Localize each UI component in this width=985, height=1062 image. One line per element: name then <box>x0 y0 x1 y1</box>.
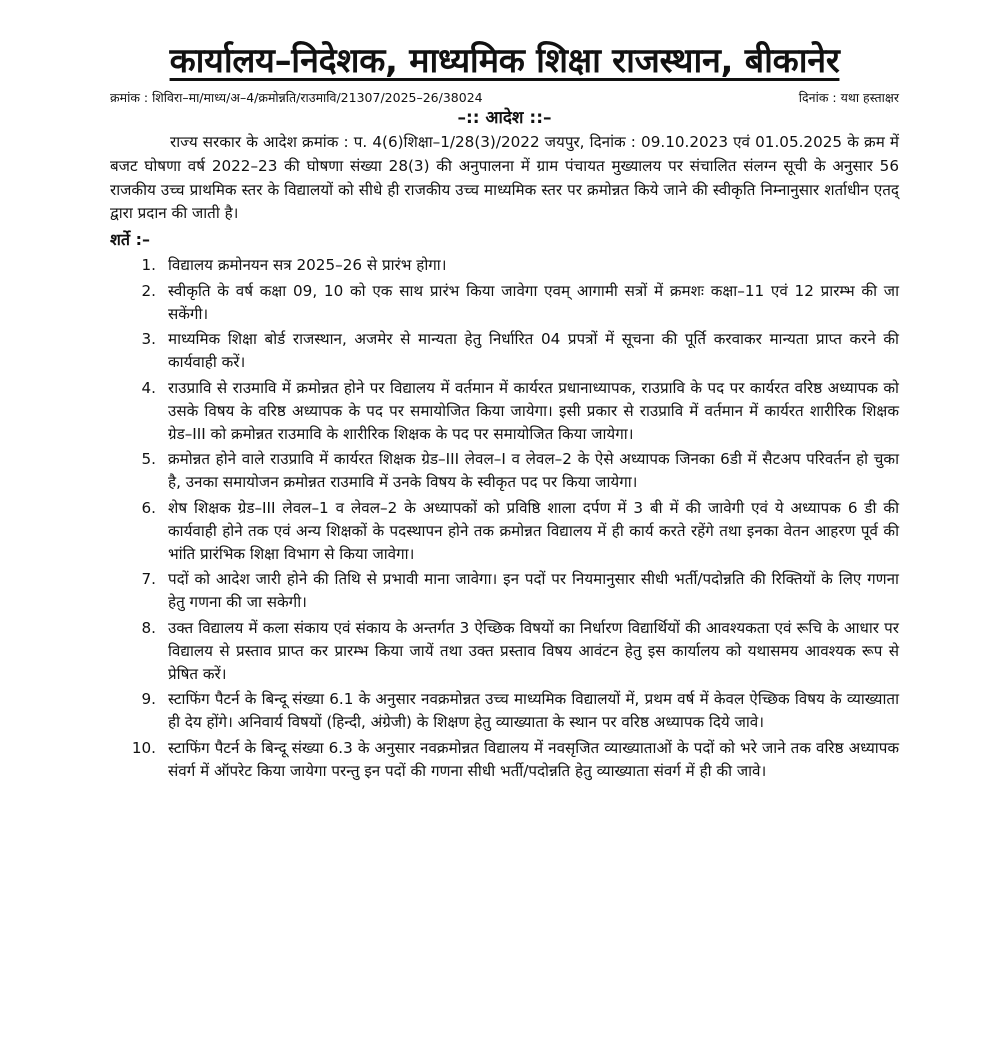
condition-item <box>110 568 899 614</box>
order-date: दिनांक : यथा हस्ताक्षर <box>798 90 899 105</box>
condition-text: विद्यालय क्रमोनयन सत्र 2025–26 से प्रारंभ होगा। <box>168 256 447 275</box>
condition-number: 6. <box>141 498 156 517</box>
condition-item <box>110 737 899 783</box>
condition-item <box>110 280 899 326</box>
conditions-label: शर्ते :– <box>110 230 150 250</box>
order-heading: –:: आदेश ::– <box>457 108 552 128</box>
condition-item <box>110 688 899 734</box>
reference-line <box>110 90 899 106</box>
intro-paragraph: राज्य सरकार के आदेश क्रमांक : प. 4(6)शिक्षा–1/28(3)/2022 जयपुर, दिनांक : 09.10.2023 एवं 01.05.2025 के क्रम में बजट घोषणा वर्ष 2022–23 की घोषणा संख्या 28(3) की अनुपालना में ग्राम पंचायत मुख्यालय पर संचालित संलग्न सूची के अनुसार 56 राजकीय उच्च प्राथमिक स्तर के विद्यालयों को सीधे ही राजकीय उच्च माध्यमिक स्तर पर क्रमोन्नत किये जाने की स्वीकृति निम्नानुसार शर्ताधीन एतद् द्वारा प्रदान की जाती है। <box>110 133 899 223</box>
condition-text: शेष शिक्षक ग्रेड–III लेवल–1 व लेवल–2 के अध्यापकों को प्रविष्ठि शाला दर्पण में 3 बी में की जावेगी एवं ये अध्यापक 6 डी की कार्यवाही होने तक एवं अन्य शिक्षकों के पदस्थापन होने तक क्रमोन्नत विद्यालय में ही कार्य करते रहेंगे तथा इनका वेतन आहरण पूर्व की भांति प्रारंभिक शिक्षा विभाग से किया जावेगा। <box>168 498 899 563</box>
condition-text: स्टाफिंग पैटर्न के बिन्दू संख्या 6.1 के अनुसार नवक्रमोन्नत उच्च माध्यमिक विद्यालयों में, प्रथम वर्ष में केवल ऐच्छिक विषय के व्याख्याता ही देय होंगे। अनिवार्य विषयों (हिन्दी, अंग्रेजी) के शिक्षण हेतु व्याख्याता के स्थान पर वरिष्ठ अध्यापक दिये जावे। <box>168 690 899 732</box>
condition-text: क्रमोन्नत होने वाले राउप्रावि में कार्यरत शिक्षक ग्रेड–III लेवल–I व लेवल–2 के ऐसे अध्यापक जिनका 6डी में सैटअप परिवर्तन हो चुका है, उनका समायोजन क्रमोन्नत राउमावि में उनके विषय के स्वीकृत पद पर किया जायेगा। <box>168 450 899 492</box>
condition-number: 8. <box>141 618 156 637</box>
condition-item <box>110 617 899 686</box>
condition-text: राउप्रावि से राउमावि में क्रमोन्नत होने पर विद्यालय में वर्तमान में कार्यरत प्रधानाध्यापक, राउप्रावि के पद पर कार्यरत वरिष्ठ अध्यापक को उसके विषय के वरिष्ठ अध्यापक के पद पर समायोजित किया जायेगा। इसी प्रकार से राउप्रावि में वर्तमान में कार्यरत शारीरिक शिक्षक ग्रेड–III को क्रमोन्नत राउमावि के शारीरिक शिक्षक के पद पर समायोजित किया जायेगा। <box>168 378 899 443</box>
condition-number: 1. <box>141 256 156 275</box>
condition-item <box>110 448 899 494</box>
condition-number: 4. <box>141 378 156 397</box>
office-title: कार्यालय–निदेशक, माध्यमिक शिक्षा राजस्थान, बीकानेर <box>169 41 840 81</box>
condition-number: 7. <box>141 570 156 589</box>
condition-item <box>110 254 899 277</box>
condition-text: पदों को आदेश जारी होने की तिथि से प्रभावी माना जावेगा। इन पदों पर नियमानुसार सीधी भर्ती/पदोन्नति की रिक्तियों के लिए गणना हेतु गणना की जा सकेगी। <box>168 570 899 612</box>
condition-number: 10. <box>131 738 156 757</box>
condition-item <box>110 497 899 566</box>
condition-item <box>110 328 899 374</box>
condition-number: 2. <box>141 281 156 300</box>
condition-number: 9. <box>141 690 156 709</box>
condition-number: 5. <box>141 450 156 469</box>
reference-number: क्रमांक : शिविरा–मा/माध्य/अ–4/क्रमोन्नति/राउमावि/21307/2025–26/38024 <box>110 90 483 105</box>
condition-item <box>110 377 899 446</box>
conditions-list <box>110 254 899 783</box>
condition-text: स्टाफिंग पैटर्न के बिन्दू संख्या 6.3 के अनुसार नवक्रमोन्नत विद्यालय में नवसृजित व्याख्याताओं के पदों को भरे जाने तक वरिष्ठ अध्यापक संवर्ग में ऑपरेट किया जायेगा परन्तु इन पदों की गणना सीधी भर्ती/पदोन्नति हेतु व्याख्याता संवर्ग में ही की जावे। <box>168 738 899 780</box>
condition-text: माध्यमिक शिक्षा बोर्ड राजस्थान, अजमेर से मान्यता हेतु निर्धारित 04 प्रपत्रों में सूचना की पूर्ति करवाकर मान्यता प्राप्त करने की कार्यवाही करें। <box>168 330 899 372</box>
condition-text: उक्त विद्यालय में कला संकाय एवं संकाय के अन्तर्गत 3 ऐच्छिक विषयों का निर्धारण विद्यार्थियों की आवश्यकता एवं रूचि के आधार पर विद्यालय से प्रस्ताव प्राप्त कर प्रारम्भ किया जायें तथा उक्त प्रस्ताव विषय आवंटन हेतु इस कार्यालय को यथासमय आवश्यक रूप से प्रेषित करें। <box>168 618 899 683</box>
condition-text: स्वीकृति के वर्ष कक्षा 09, 10 को एक साथ प्रारंभ किया जावेगा एवम् आगामी सत्रों में क्रमशः कक्षा–11 एवं 12 प्रारम्भ की जा सकेंगी। <box>168 281 899 323</box>
condition-number: 3. <box>141 330 156 349</box>
